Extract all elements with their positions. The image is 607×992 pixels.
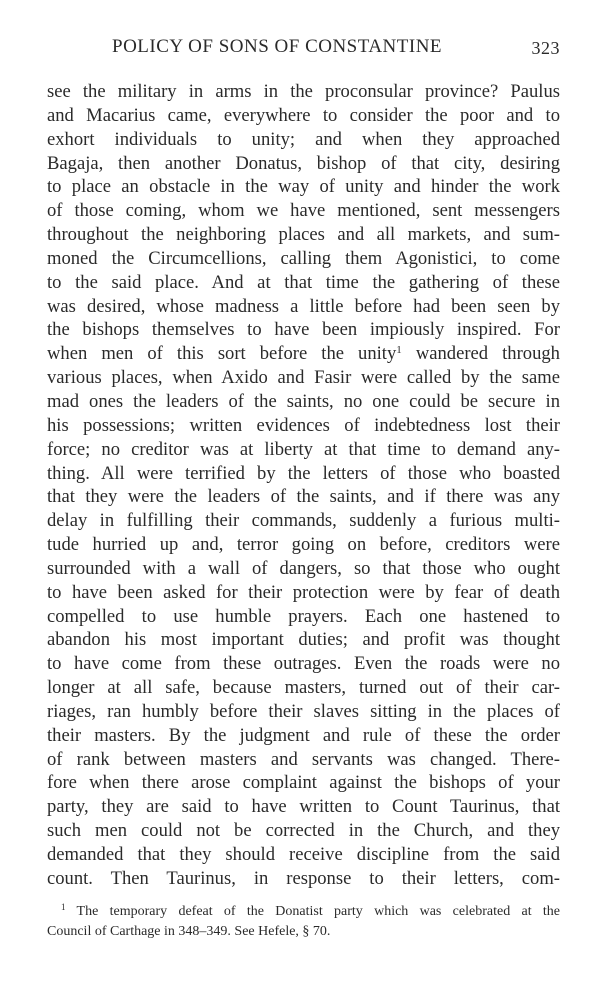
- text-line-content: mad ones the leaders of the saints, no one could be secure in: [47, 390, 560, 412]
- text-line-content: to the said place. And at that time the gathering of these: [47, 271, 560, 293]
- text-line: [47, 414, 560, 438]
- footnote-text: Council of Carthage in 348–349. See Hefele, § 70.: [47, 924, 331, 939]
- text-line: [47, 795, 560, 819]
- text-line: [47, 175, 560, 199]
- text-line-content: when men of this sort before the unity: [47, 343, 397, 365]
- text-line-content: the bishops themselves to have been impiously inspired. For: [47, 319, 560, 341]
- text-line-content: see the military in arms in the proconsular province? Paulus: [47, 81, 560, 102]
- text-line-content: longer at all safe, because masters, turned out of their car-: [47, 677, 560, 699]
- text-line-content: Bagaja, then another Donatus, bishop of that city, desiring: [47, 152, 560, 174]
- footnotes: [47, 902, 560, 942]
- text-line: [47, 628, 560, 652]
- text-line-content: throughout the neighboring places and all markets, and sum-: [47, 224, 560, 246]
- text-line-content: compelled to use humble prayers. Each one hastened to: [47, 605, 560, 627]
- footnote-text: The temporary defeat of the Donatist party which was celebrated at the: [65, 904, 560, 919]
- footnote-line: [47, 902, 560, 922]
- text-line-content: fore when there arose complaint against the bishops of your: [47, 772, 560, 794]
- text-line: [47, 557, 560, 581]
- text-line-content: surrounded with a wall of dangers, so that those who ought: [47, 557, 560, 579]
- text-line-content: delay in fulfilling their commands, suddenly a furious multi-: [47, 510, 560, 532]
- text-line: [47, 438, 560, 462]
- text-line: [47, 247, 560, 271]
- text-line-content: and Macarius came, everywhere to consider the poor and to: [47, 104, 560, 126]
- page-number: 323: [531, 38, 560, 58]
- text-line-content: of those coming, whom we have mentioned, sent messengers: [47, 200, 560, 222]
- text-line: [47, 390, 560, 414]
- text-line-content: wandered through: [401, 343, 560, 365]
- text-line-content: was desired, whose madness a little before had been seen by: [47, 295, 560, 317]
- text-line-content: abandon his most important duties; and profit was thought: [47, 629, 560, 651]
- text-line-content: demanded that they should receive discipline from the said: [47, 844, 560, 865]
- text-line-content: such men could not be corrected in the Church, and they: [47, 820, 560, 842]
- text-line-content: to have been asked for their protection were by fear of death: [47, 581, 560, 603]
- text-line: [47, 366, 560, 390]
- text-line: [47, 533, 560, 557]
- text-line-content: that they were the leaders of the saints, and if there was any: [47, 486, 560, 508]
- text-line: [47, 700, 560, 724]
- text-line-content: their masters. By the judgment and rule of these the order: [47, 724, 560, 746]
- text-line: [47, 771, 560, 795]
- footnote-line: [47, 922, 560, 942]
- text-line-content: to have come from these outrages. Even the roads were no: [47, 653, 560, 675]
- text-line: [47, 152, 560, 176]
- text-line: [47, 199, 560, 223]
- text-line: [47, 867, 560, 891]
- text-line: [47, 485, 560, 509]
- text-line-content: of rank between masters and servants was changed. There-: [47, 748, 560, 770]
- running-title: POLICY OF SONS OF CONSTANTINE: [112, 36, 443, 57]
- text-line: [47, 509, 560, 533]
- text-line-content: moned the Circumcellions, calling them Agonistici, to come: [47, 247, 560, 269]
- text-line: [47, 652, 560, 676]
- text-line-content: thing. All were terrified by the letters of those who boasted: [47, 462, 560, 484]
- text-line: [47, 223, 560, 247]
- text-line: [47, 271, 560, 295]
- text-line: [47, 748, 560, 772]
- text-line: [47, 581, 560, 605]
- text-line: [47, 80, 560, 104]
- text-line: [47, 318, 560, 342]
- text-line: [47, 128, 560, 152]
- text-line: [47, 295, 560, 319]
- text-line-content: exhort individuals to unity; and when they approached: [47, 128, 560, 150]
- text-line: [47, 724, 560, 748]
- footnote-reference: 1: [396, 344, 402, 357]
- text-line: [47, 104, 560, 128]
- text-line-content: to place an obstacle in the way of unity and hinder the work: [47, 176, 560, 198]
- text-line-content: force; no creditor was at liberty at that time to demand any-: [47, 438, 560, 460]
- text-line-content: his possessions; written evidences of indebtedness lost their: [47, 414, 560, 436]
- body-text: [47, 80, 560, 891]
- text-line-content: various places, when Axido and Fasir were called by the same: [47, 367, 560, 389]
- footnote-marker: 1: [61, 902, 66, 912]
- text-line-content: party, they are said to have written to Count Taurinus, that: [47, 796, 560, 818]
- text-line: [47, 342, 560, 366]
- text-line: [47, 605, 560, 629]
- text-line: [47, 819, 560, 843]
- text-line-content: tude hurried up and, terror going on before, creditors were: [47, 534, 560, 556]
- text-line-content: riages, ran humbly before their slaves sitting in the places of: [47, 700, 560, 722]
- text-line: [47, 676, 560, 700]
- text-line-content: count. Then Taurinus, in response to their letters, com-: [47, 867, 560, 889]
- text-line: [47, 843, 560, 867]
- text-line: [47, 462, 560, 486]
